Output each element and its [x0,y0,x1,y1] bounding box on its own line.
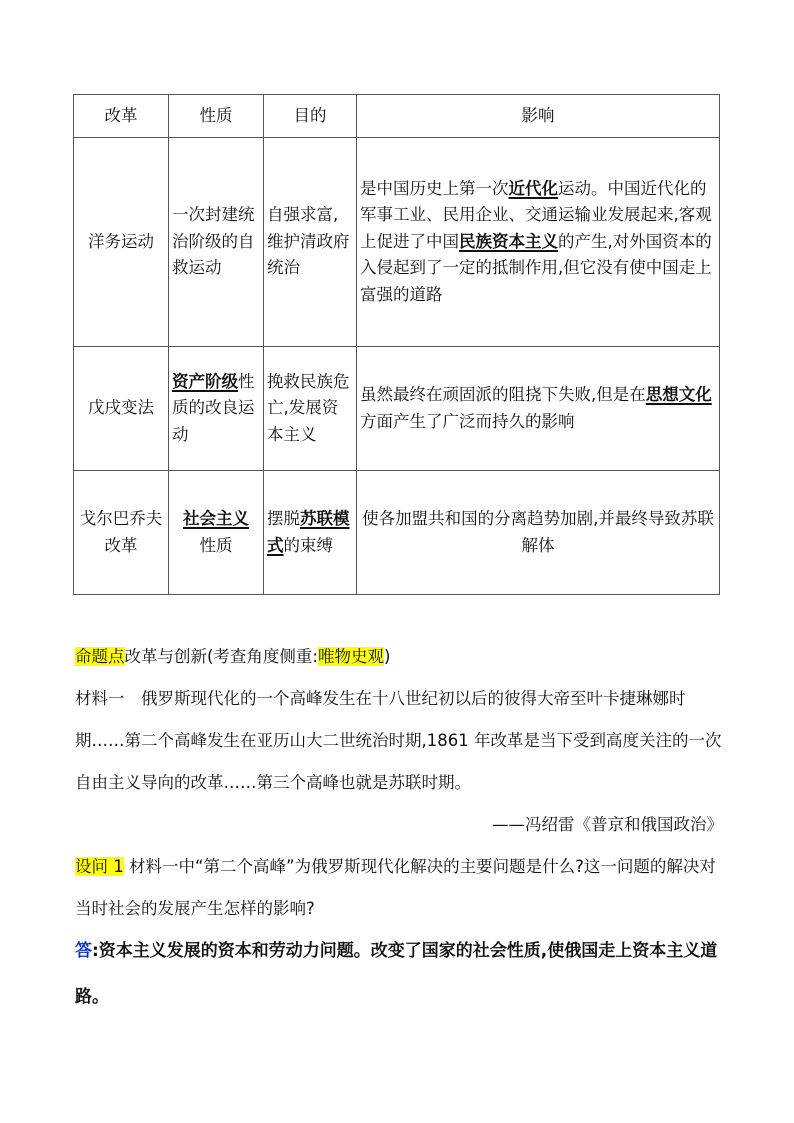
purpose-text: 的束缚 [283,535,333,555]
nature-keyword: 资产阶级 [172,371,238,391]
table-row [74,138,720,347]
reform-purpose: 自强求富,维护清政府统治 [264,138,357,347]
reform-name: 戈尔巴乔夫改革 [74,471,169,595]
impact-text: 是中国历史上第一次 [360,179,509,199]
reform-impact [357,138,720,347]
nature-text: 性质 [199,535,233,555]
impact-keyword: 近代化 [508,179,558,199]
reform-impact [357,347,720,471]
reform-purpose: 挽救民族危亡,发展资本主义 [264,347,357,471]
header-nature: 性质 [169,95,264,138]
purpose-keyword: 苏联模式 [267,509,350,555]
nature-text: 性质的改良运动 [172,371,255,444]
impact-text: 虽然最终在顽固派的阻挠下失败,但是在 [360,385,646,405]
table-row [74,347,720,471]
reform-name: 洋务运动 [74,138,169,347]
material-paragraph: 材料一 俄罗斯现代化的一个高峰发生在十八世纪初以后的彼得大帝至叶卡捷琳娜时期……第二个高峰发生在亚历山大二世统治时期,1861 年改革是当下受到高度关注的一次自由主义导向的改革……第三个高峰也就是苏联时期。 [75,689,722,792]
reform-nature [169,347,264,471]
topic-line [75,636,723,678]
reform-nature [169,471,264,595]
purpose-text: 摆脱 [267,509,300,529]
topic-close: ) [384,647,391,666]
impact-keyword: 思想文化 [645,385,712,405]
question-paragraph [75,846,723,930]
header-impact: 影响 [357,95,720,138]
impact-text: 运动。中国近代化的军事工业、民用企业、交通运输业发展起来,客观上促进了中国 [360,179,712,251]
reform-name: 戊戌变法 [74,347,169,471]
impact-text: 的产生,对外国资本的入侵起到了一定的抵制作用,但它没有使中国走上富强的道路 [360,231,712,304]
topic-text: 改革与创新(考查角度侧重: [124,647,318,666]
question-label: 设问 1 [75,857,124,876]
nature-keyword: 社会主义 [183,509,249,529]
reform-nature: 一次封建统治阶级的自救运动 [169,138,264,347]
impact-keyword: 民族资本主义 [459,231,558,251]
header-purpose: 目的 [264,95,357,138]
answer-label: 答 [75,941,92,961]
reform-comparison-table [73,94,720,595]
reform-purpose [264,471,357,595]
table-row [74,471,720,595]
material-source: ——冯绍雷《普京和俄国政治》 [492,815,723,834]
topic-label: 命题点 [75,647,125,666]
header-reform: 改革 [74,95,169,138]
topic-emphasis: 唯物史观 [318,647,384,666]
answer-paragraph [75,928,723,1020]
table-header-row [74,95,720,138]
answer-text: :资本主义发展的资本和劳动力问题。改变了国家的社会性质,使俄国走上资本主义道路。 [75,941,718,1007]
question-text: 材料一中“第二个高峰”为俄罗斯现代化解决的主要问题是什么?这一问题的解决对当时社会的发展产生怎样的影响? [75,857,716,918]
reform-impact: 使各加盟共和国的分离趋势加剧,并最终导致苏联解体 [357,471,720,595]
impact-text: 方面产生了广泛而持久的影响 [360,411,575,431]
